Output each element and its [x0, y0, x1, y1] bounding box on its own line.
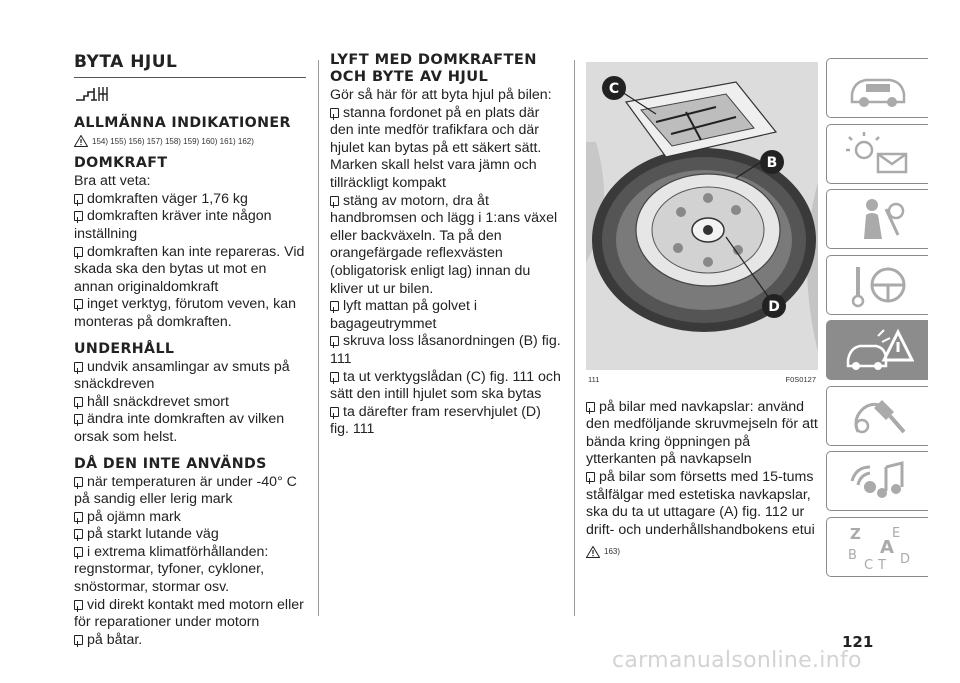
section-when-not-used-heading: DÅ DEN INTE ANVÄNDS [74, 455, 267, 472]
list-item: på båtar. [74, 632, 306, 650]
warning-ref-list: 154) 155) 156) 157) 158) 159) 160) 161) 162) [92, 136, 254, 146]
index-letter: B [847, 547, 857, 563]
warning-ref: 163) [604, 547, 621, 557]
list-item: ta ut verktygslådan (C) fig. 111 och sätt den intill hjulet som ska bytas [330, 368, 561, 403]
index-letter: Z [849, 524, 861, 543]
tab-starting-driving[interactable] [826, 255, 928, 315]
bullet-icon [330, 372, 339, 382]
multimedia-icon [842, 457, 914, 505]
warning-triangle-icon [586, 546, 600, 558]
bullet-icon [586, 472, 595, 482]
list-item: på bilar som försetts med 15-tums stålfälgar med estetiska navkapslar, ska du ta ut uttagare (A) fig. 112 ur drift- och underhållshandbokens etui [586, 468, 815, 538]
title-divider [74, 77, 306, 78]
bullet-icon [330, 407, 339, 417]
chapter-tabs [826, 58, 928, 582]
list-item: stäng av motorn, dra åt handbromsen och lägg i 1:ans växel eller backväxeln. Ta på den orangefärgade reflexvästen (obligatorisk enligt lag) innan du kliver ut ur bilen. [330, 192, 558, 297]
bullet-icon [74, 477, 83, 487]
jack-tool-icon [74, 84, 114, 104]
list-item: domkraften kräver inte någon inställning [74, 208, 272, 242]
column-divider [574, 60, 575, 616]
breakdown-warning-icon [842, 326, 914, 374]
list-item: när temperaturen är under -40° C på sandig eller lerig mark [74, 473, 297, 508]
index-letter: D [899, 551, 910, 567]
list-item: lyft mattan på golvet i bagageutrymmet [330, 298, 478, 332]
tab-safety[interactable] [826, 189, 928, 249]
section-general-heading: ALLMÄNNA INDIKATIONER [74, 114, 291, 131]
list-item: ändra inte domkraften av vilken orsak som helst. [74, 411, 285, 445]
section-maintenance-heading: UNDERHÅLL [74, 340, 175, 357]
tab-multimedia[interactable] [826, 451, 928, 511]
bullet-icon [74, 414, 83, 424]
lights-message-icon [842, 130, 914, 178]
bullet-icon [74, 247, 83, 257]
list-item: ta därefter fram reservhjulet (D) fig. 111 [330, 403, 541, 438]
list-item: inget verktyg, förutom veven, kan monteras på domkraften. [74, 296, 296, 330]
bullet-icon [74, 194, 83, 204]
spare-wheel-illustration [586, 62, 818, 370]
bullet-icon [74, 529, 83, 539]
index-letter: T [877, 557, 886, 571]
bullet-icon [330, 336, 339, 346]
index-letter: C [863, 557, 873, 571]
page-number: 121 [842, 633, 874, 651]
list-item: på starkt lutande väg [74, 526, 306, 544]
service-wrench-icon [842, 392, 914, 440]
figure-label-c: C [608, 81, 620, 97]
airbag-seatbelt-icon [842, 195, 914, 243]
bullet-icon [74, 512, 83, 522]
list-item: håll snäckdrevet smort [74, 394, 306, 412]
bullet-icon [74, 362, 83, 372]
figure-number: 111 [588, 375, 600, 384]
jack-symbol-row [74, 84, 306, 110]
bullet-icon [74, 635, 83, 645]
bullet-icon [74, 211, 83, 221]
bullet-icon [74, 397, 83, 407]
lift-intro: Gör så här för att byta hjul på bilen: [330, 87, 552, 103]
bullet-icon [330, 301, 339, 311]
tab-index[interactable] [826, 517, 928, 577]
tab-lights-messages[interactable] [826, 124, 928, 184]
warning-triangle-icon [74, 135, 88, 147]
alphabetical-index-icon [842, 523, 914, 571]
tab-maintenance[interactable] [826, 386, 928, 446]
list-item: på bilar med navkapslar: använd den medföljande skruvmejseln för att bända kring öppningen på ytterkanten på navkapseln [586, 398, 818, 468]
bullet-icon [74, 600, 83, 610]
list-item: skruva loss låsanordningen (B) fig. 111 [330, 333, 561, 367]
car-dashboard-icon [842, 64, 914, 112]
list-item: stanna fordonet på en plats där den inte medför trafikfara och där hjulet kan bytas på ett säkert sätt. Marken skall helst vara jämn och tillräckligt kompakt [330, 104, 542, 191]
key-steering-wheel-icon [842, 261, 914, 309]
tab-dashboard[interactable] [826, 58, 928, 118]
list-item: på ojämn mark [74, 509, 306, 527]
list-item: undvik ansamlingar av smuts på snäckdreven [74, 358, 290, 393]
warning-references [586, 543, 818, 561]
index-letter: A [879, 536, 894, 558]
list-item: i extrema klimatförhållanden: regnstormar, tyfoner, cykloner, snöstormar, stormar osv. [74, 543, 269, 596]
bullet-icon [330, 108, 339, 118]
figure-label-d: D [768, 299, 780, 315]
bullet-icon [74, 299, 83, 309]
tab-emergency[interactable] [826, 320, 928, 380]
index-letter: E [891, 525, 900, 541]
page-title: BYTA HJUL [74, 52, 178, 72]
column-divider [318, 60, 319, 616]
section-jack-heading: DOMKRAFT [74, 155, 168, 172]
bullet-icon [74, 547, 83, 557]
figure-label-b: B [766, 155, 778, 171]
bullet-icon [330, 196, 339, 206]
bullet-icon [586, 402, 595, 412]
warning-references [74, 133, 306, 151]
figure-code: F0S0127 [785, 375, 816, 384]
column-2 [330, 52, 562, 439]
list-item: domkraften kan inte repareras. Vid skada ska den bytas ut mot en annan originaldomkraft [74, 243, 305, 295]
column-1 [74, 52, 306, 649]
column-3 [586, 58, 818, 565]
section-lift-heading: LYFT MED DOMKRAFTEN OCH BYTE AV HJUL [330, 51, 537, 85]
footer-watermark: carmanualsonline.info [612, 648, 862, 673]
figure-spare-wheel [586, 62, 818, 370]
figure-caption [586, 371, 818, 389]
list-item: domkraften väger 1,76 kg [74, 191, 306, 209]
list-item: vid direkt kontakt med motorn eller för reparationer under motorn [74, 596, 304, 631]
jack-intro: Bra att veta: [74, 173, 151, 190]
